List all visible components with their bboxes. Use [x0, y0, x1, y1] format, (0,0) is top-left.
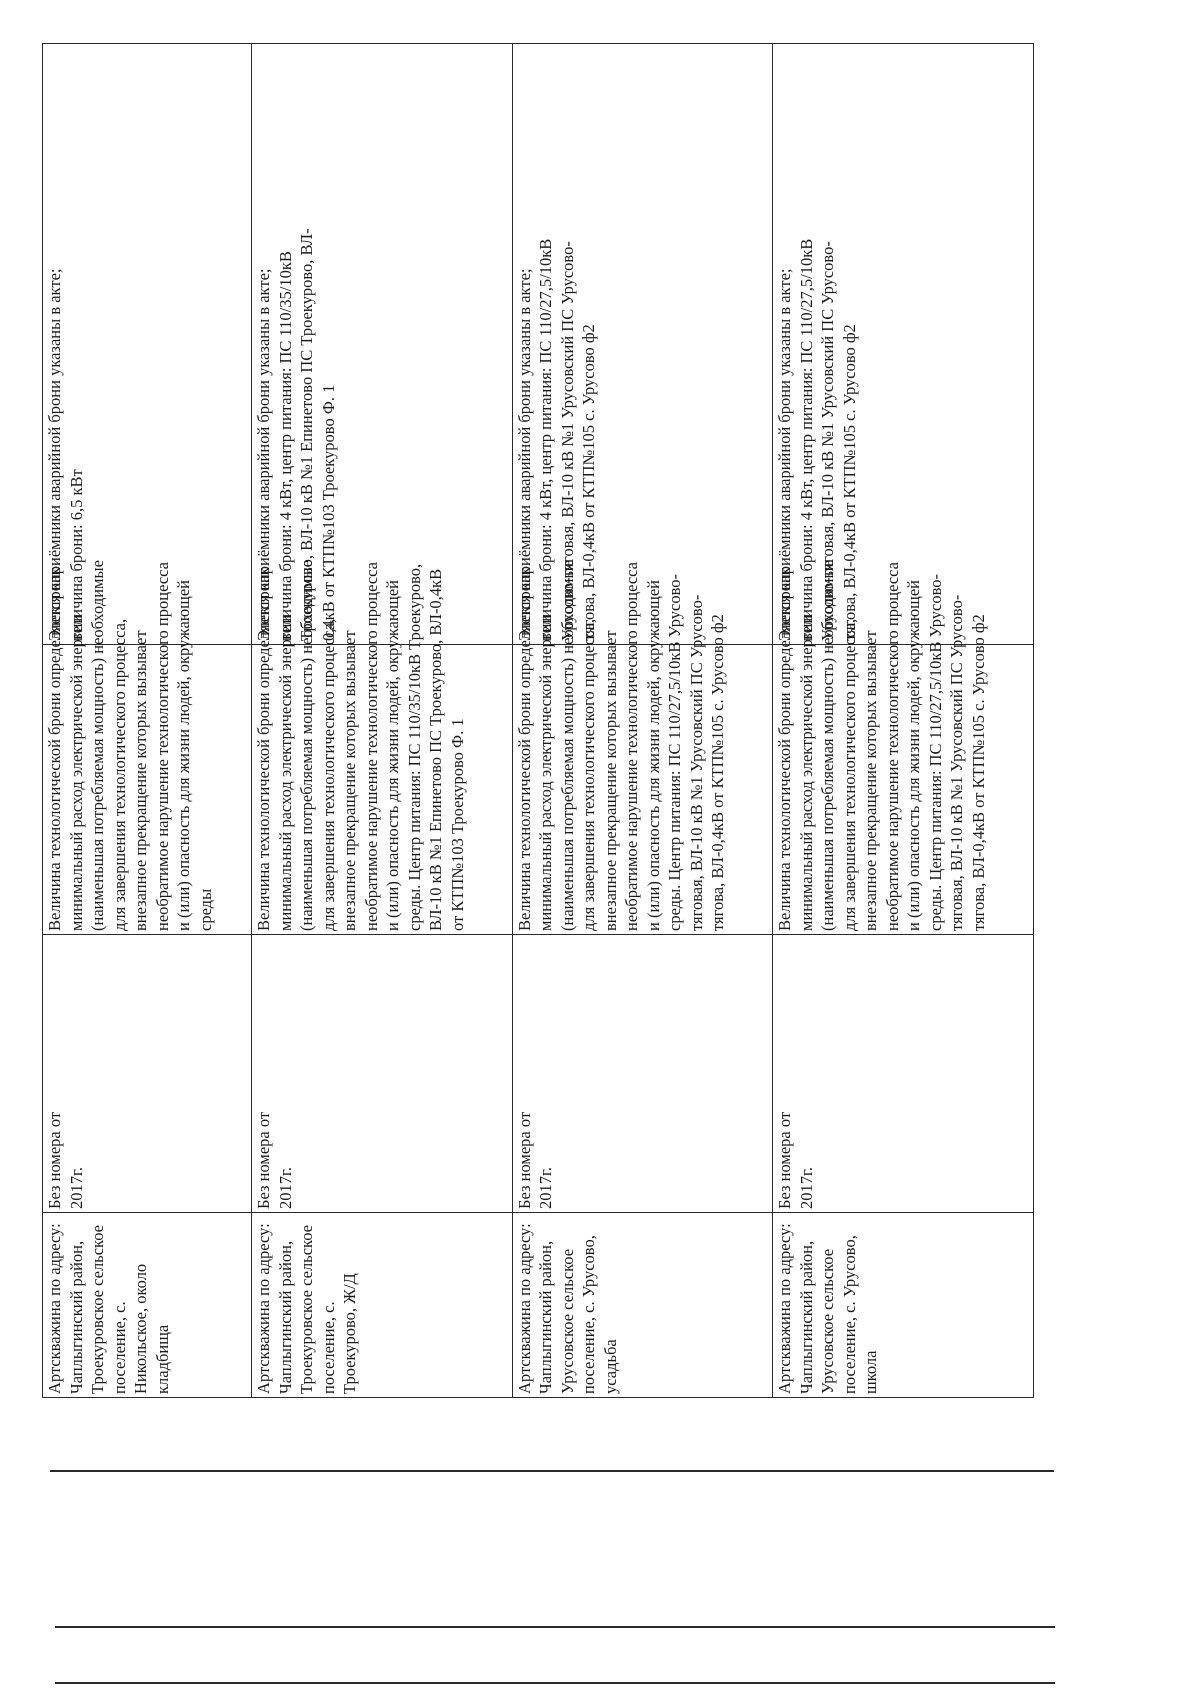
cell-text-line: Троекурово, Ж/Д — [340, 1273, 359, 1394]
cell-text-line: поселение, с. — [318, 1301, 338, 1394]
cell-text-line: среды. Центр питания: ПС 110/35/10кВ Троекурово, — [404, 563, 424, 931]
cell-text-line: Урусово-тяговая, ВЛ-10 кВ №1 Урусовский ПС Урусово- — [557, 241, 577, 641]
object-cell — [512, 1213, 773, 1398]
technological-reserve-cell — [43, 560, 252, 935]
cell-text-line: величина брони: 4 кВт, центр питания: ПС 110/27,5/10кВ — [536, 238, 556, 641]
technological-reserve-cell — [252, 560, 513, 935]
cell-text-line: 0,4кВ от КТП№103 Троекурово Ф. 1 — [318, 384, 338, 641]
cell-text-line: Артскважина по адресу: — [514, 1223, 534, 1394]
cell-text-line: среды. Центр питания: ПС 110/27,5/10кВ Урусово- — [925, 573, 945, 931]
cell-text-line: необратимое нарушение технологического процесса — [882, 562, 902, 931]
cell-text-line: Электроприёмники аварийной брони указаны в акте; — [775, 268, 795, 641]
cell-text-line: ВЛ-10 кВ №1 Епинетово ПС Троекурово, ВЛ-0,4кВ — [426, 568, 445, 931]
cell-text-line: тяговая, ВЛ-10 кВ №1 Урусовский ПС Урусово- — [686, 594, 706, 931]
cell-text-line: внезапное прекращение которых вызывает — [131, 630, 150, 931]
cell-text-line: (наименьшая потребляемая мощность) необходимые — [557, 560, 577, 931]
cell-text-line: Чаплыгинский район, — [66, 1240, 86, 1394]
emergency-reserve-cell — [773, 44, 1034, 645]
cell-text-line: для завершения технологического процесса, — [579, 618, 599, 931]
cell-text-line: 2017г. — [796, 1166, 816, 1209]
cell-text-line: Чаплыгинский район, — [275, 1240, 295, 1394]
cell-text-line: необратимое нарушение технологического процесса — [152, 562, 172, 931]
cell-text-line: поселение, с. Урусово, — [839, 1235, 859, 1394]
cell-text-line: поселение, с. — [109, 1301, 129, 1394]
emergency-reserve-cell — [43, 44, 252, 645]
cell-text-line: для завершения технологического процесса, — [318, 618, 338, 931]
signature-line — [50, 1470, 1054, 1472]
cell-text-line: тяговая, ВЛ-10 кВ №1 Урусовский ПС Урусово- — [947, 594, 967, 931]
cell-text-line: (наименьшая потребляемая мощность) необходимые — [818, 560, 838, 931]
cell-text-line: Без номера от — [45, 1111, 64, 1209]
cell-text-line: Троекуровское сельское — [88, 1225, 107, 1394]
cell-text-line: Чаплыгинский район, — [796, 1240, 816, 1394]
cell-text-line: среды — [195, 888, 215, 931]
cell-text-line: Урусовское сельское — [818, 1248, 838, 1394]
cell-text-line: тягова, ВЛ-0,4кВ от КТП№105 с. Урусово ф2 — [579, 324, 599, 641]
table-row — [252, 44, 513, 1398]
cell-text-line: Электроприёмники аварийной брони указаны в акте; — [514, 268, 534, 641]
table-body — [43, 44, 1034, 1398]
cell-text-line: минимальный расход электрической энергии — [66, 614, 86, 931]
cell-text-line: и (или) опасность для жизни людей, окружающей — [643, 579, 663, 931]
emergency-reserve-table — [42, 43, 1034, 1398]
cell-text-line: тягова, ВЛ-0,4кВ от КТП№105 с. Урусово ф2 — [968, 614, 988, 931]
cell-text-line: Артскважина по адресу: — [254, 1223, 273, 1394]
rotated-page-content — [42, 44, 1034, 1398]
cell-text-line: величина брони: 4 кВт, центр питания: ПС 110/27,5/10кВ — [796, 238, 816, 641]
cell-text-line: школа — [861, 1350, 881, 1394]
cell-text-line: (наименьшая потребляемая мощность) необходимые — [297, 560, 316, 931]
cell-text-line: внезапное прекращение которых вызывает — [861, 630, 881, 931]
cell-text-line: Артскважина по адресу: — [45, 1223, 64, 1394]
cell-text-line: и (или) опасность для жизни людей, окружающей — [174, 579, 193, 931]
cell-text-line: для завершения технологического процесса, — [839, 618, 859, 931]
cell-text-line: величина брони: 4 кВт, центр питания: ПС 110/35/10кВ — [275, 251, 295, 641]
cell-text-line: и (или) опасность для жизни людей, окружающей — [904, 579, 924, 931]
cell-text-line: тягова, ВЛ-0,4кВ от КТП№105 с. Урусово ф2 — [708, 614, 728, 931]
technological-reserve-cell — [512, 560, 773, 935]
cell-text-line: Без номера от — [254, 1111, 273, 1209]
cell-text-line: минимальный расход электрической энергии — [796, 614, 816, 931]
cell-text-line: минимальный расход электрической энергии — [536, 614, 556, 931]
signature-line — [55, 1626, 1055, 1628]
cell-text-line: усадьба — [600, 1339, 620, 1394]
cell-text-line: Чаплыгинский район, — [536, 1240, 556, 1394]
cell-text-line: Троекуровское сельское — [297, 1225, 316, 1394]
table-row — [773, 44, 1034, 1398]
cell-text-line: необратимое нарушение технологического процесса — [622, 562, 642, 931]
cell-text-line: Величина технологической брони определяется как — [775, 567, 795, 931]
document-cell — [773, 935, 1034, 1213]
cell-text-line: необратимое нарушение технологического процесса — [361, 562, 381, 931]
cell-text-line: Троекурово, ВЛ-10 кВ №1 Епинетово ПС Троекурово, ВЛ- — [297, 228, 316, 641]
cell-text-line: величина брони: 6,5 кВт — [66, 469, 86, 641]
cell-text-line: внезапное прекращение которых вызывает — [340, 630, 359, 931]
emergency-reserve-cell — [252, 44, 513, 645]
cell-text-line: кладбища — [152, 1324, 172, 1394]
cell-text-line: Электроприёмники аварийной брони указаны в акте; — [45, 268, 64, 641]
cell-text-line: среды. Центр питания: ПС 110/27,5/10кВ Урусово- — [665, 573, 685, 931]
cell-text-line: Урусово-тяговая, ВЛ-10 кВ №1 Урусовский ПС Урусово- — [818, 241, 838, 641]
object-cell — [773, 1213, 1034, 1398]
cell-text-line: Величина технологической брони определяется как — [254, 567, 273, 931]
cell-text-line: Электроприёмники аварийной брони указаны в акте; — [254, 268, 273, 641]
signature-line — [55, 1682, 1055, 1684]
object-cell — [43, 1213, 252, 1398]
document-cell — [512, 935, 773, 1213]
cell-text-line: 2017г. — [536, 1166, 556, 1209]
cell-text-line: Величина технологической брони определяется как — [514, 567, 534, 931]
cell-text-line: Без номера от — [775, 1111, 795, 1209]
document-cell — [43, 935, 252, 1213]
document-cell — [252, 935, 513, 1213]
cell-text-line: минимальный расход электрической энергии — [275, 614, 295, 931]
technological-reserve-cell — [773, 560, 1034, 935]
cell-text-line: Никольское, около — [131, 1263, 150, 1394]
cell-text-line: поселение, с. Урусово, — [579, 1235, 599, 1394]
emergency-reserve-cell — [512, 44, 773, 645]
table-row — [512, 44, 773, 1398]
table-row — [43, 44, 252, 1398]
cell-text-line: и (или) опасность для жизни людей, окружающей — [383, 579, 402, 931]
cell-text-line: Без номера от — [514, 1111, 534, 1209]
cell-text-line: Артскважина по адресу: — [775, 1223, 795, 1394]
cell-text-line: Величина технологической брони определяется как — [45, 567, 64, 931]
object-cell — [252, 1213, 513, 1398]
cell-text-line: тягова, ВЛ-0,4кВ от КТП№105 с. Урусово ф2 — [839, 324, 859, 641]
cell-text-line: для завершения технологического процесса, — [109, 618, 129, 931]
cell-text-line: внезапное прекращение которых вызывает — [600, 630, 620, 931]
cell-text-line: от КТП№103 Троекурово Ф. 1 — [447, 718, 467, 931]
cell-text-line: (наименьшая потребляемая мощность) необходимые — [88, 560, 107, 931]
cell-text-line: Урусовское сельское — [557, 1248, 577, 1394]
cell-text-line: 2017г. — [275, 1166, 295, 1209]
cell-text-line: 2017г. — [66, 1166, 86, 1209]
